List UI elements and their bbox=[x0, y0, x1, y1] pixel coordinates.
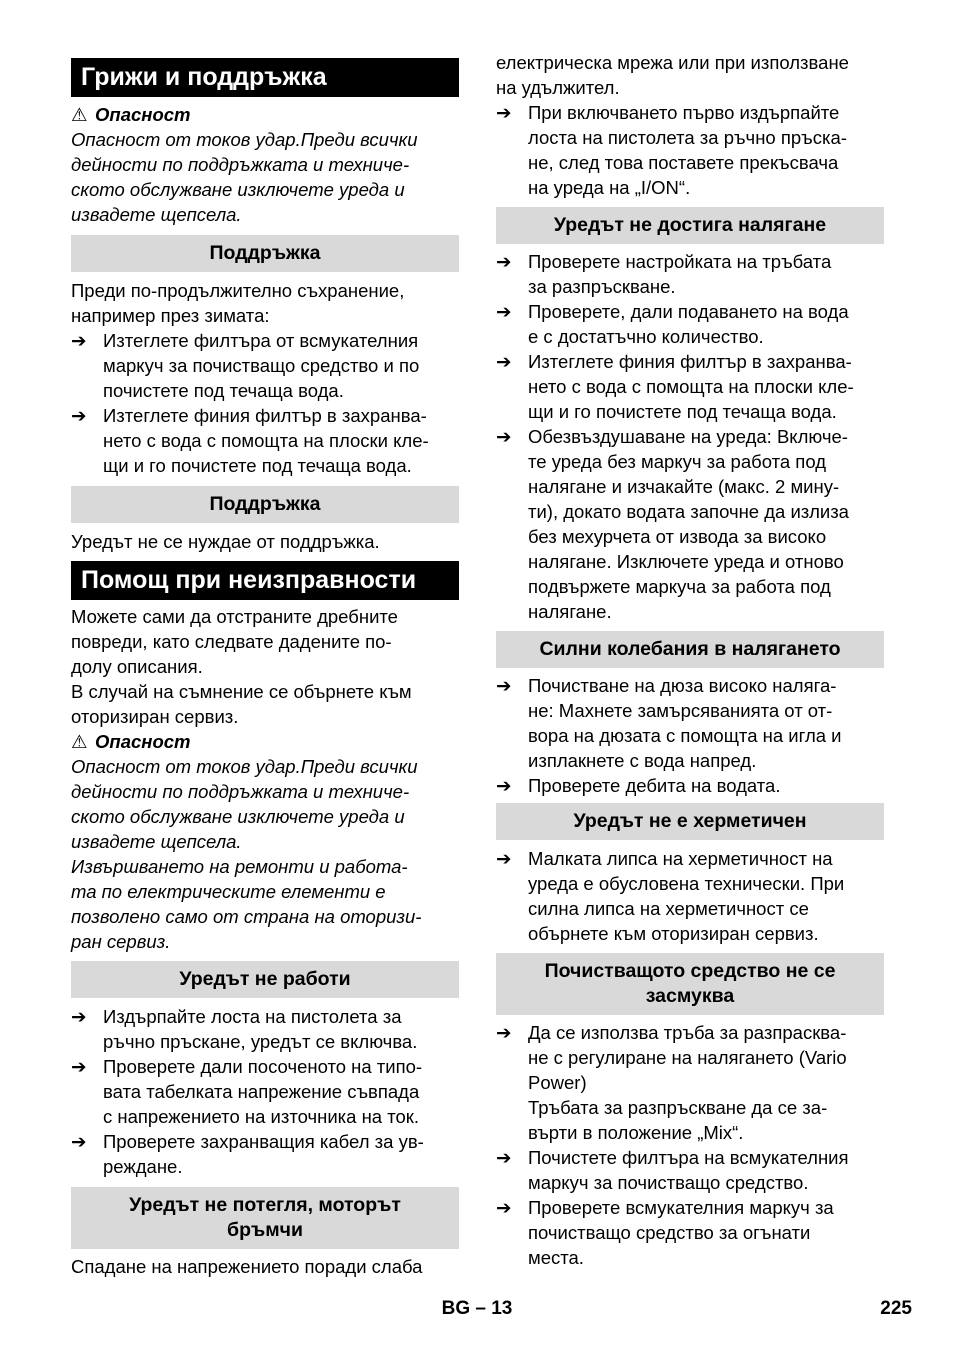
arrow-right-icon: ➔ bbox=[496, 775, 512, 796]
list-item bbox=[496, 299, 884, 349]
subsection-title-maintenance-2: Поддръжка bbox=[71, 486, 459, 523]
text-line: Малката липса на херметичност на bbox=[528, 848, 833, 869]
list-item bbox=[496, 100, 884, 200]
text-line: Проверете, дали подаването на вода bbox=[528, 301, 849, 322]
text-line: налягане и изчакайте (макс. 2 мину- bbox=[528, 476, 840, 497]
text-line: щи и го почистете под течаща вода. bbox=[528, 401, 837, 422]
text-line: дейности по поддръжката и техниче- bbox=[71, 154, 410, 175]
list-item bbox=[496, 846, 884, 946]
title-line: засмуква bbox=[645, 985, 735, 1007]
text-line: ръчно пръскане, уредът се включва. bbox=[103, 1031, 418, 1052]
text-line: върти в положение „Mix“. bbox=[528, 1122, 744, 1143]
text-line: ти), докато водата започне да излиза bbox=[528, 501, 849, 522]
text-line: силна липса на херметичност се bbox=[528, 898, 809, 919]
left-column bbox=[71, 50, 459, 1279]
text-line: Изтеглете филтъра от всмукателния bbox=[103, 330, 419, 351]
right-column bbox=[496, 50, 884, 1270]
text-line: вата табелката напрежение съвпада bbox=[103, 1081, 420, 1102]
text-line: Изтеглете финия филтър в захранва- bbox=[528, 351, 852, 372]
text-line: Извършването на ремонти и работа- bbox=[71, 856, 408, 877]
text-line: Преди по-продължително съхранение, bbox=[71, 280, 405, 301]
text-line: оторизиран сервиз. bbox=[71, 706, 239, 727]
text-line: извадете щепсела. bbox=[71, 204, 242, 225]
text-line: ран сервиз. bbox=[71, 931, 171, 952]
subsection-title-maintenance: Поддръжка bbox=[71, 235, 459, 272]
text-line: например през зимата: bbox=[71, 305, 270, 326]
text-line: почистете под течаща вода. bbox=[103, 380, 344, 401]
text-line: не: Махнете замърсяванията от от- bbox=[528, 700, 833, 721]
page-number: 225 bbox=[880, 1298, 912, 1319]
text-line: не с регулиране на налягането (Vario bbox=[528, 1047, 847, 1068]
text-line: подвържете маркуча за работа под bbox=[528, 576, 831, 597]
text-line: Power) bbox=[528, 1072, 587, 1093]
section-title-care: Грижи и поддръжка bbox=[71, 58, 459, 97]
text-line: долу описания. bbox=[71, 656, 203, 677]
arrow-right-icon: ➔ bbox=[496, 351, 512, 372]
text-line: реждане. bbox=[103, 1156, 183, 1177]
title-line: Почистващото средство не се bbox=[544, 960, 836, 982]
text-line: уреда е обусловена технически. При bbox=[528, 873, 845, 894]
arrow-right-icon: ➔ bbox=[71, 1056, 87, 1077]
arrow-right-icon: ➔ bbox=[496, 301, 512, 322]
text-line: с напрежението на източника на ток. bbox=[103, 1106, 420, 1127]
subsection-title-leaking: Уредът не е херметичен bbox=[496, 803, 884, 840]
subsection-title-no-pressure: Уредът не достига налягане bbox=[496, 207, 884, 244]
warning-triangle-icon: ⚠ bbox=[71, 104, 88, 125]
text-line: Опасност от токов удар.Преди всички bbox=[71, 756, 418, 777]
section-title-troubleshooting: Помощ при неизправности bbox=[71, 561, 459, 600]
troubleshooting-intro bbox=[71, 604, 459, 729]
danger-heading bbox=[71, 102, 459, 127]
text-line: на удължител. bbox=[496, 77, 620, 98]
motor-hums-text: Спадане на напрежението поради слаба bbox=[71, 1256, 423, 1277]
text-line: нето с вода с помощта на плоски кле- bbox=[103, 430, 429, 451]
text-line: дейности по поддръжката и техниче- bbox=[71, 781, 410, 802]
text-line: не, след това поставете прекъсвача bbox=[528, 152, 839, 173]
subsection-title-fluctuations: Силни колебания в налягането bbox=[496, 631, 884, 668]
text-line: маркуч за почистващо средство и по bbox=[103, 355, 420, 376]
arrow-right-icon: ➔ bbox=[496, 251, 512, 272]
text-line: Проверете всмукателния маркуч за bbox=[528, 1197, 834, 1218]
motor-hums-continued bbox=[496, 50, 884, 100]
list-item bbox=[496, 773, 884, 798]
danger-text-2 bbox=[71, 754, 459, 954]
text-line: Почистване на дюза високо наляга- bbox=[528, 675, 837, 696]
text-line: Издърпайте лоста на пистолета за bbox=[103, 1006, 402, 1027]
maintenance-text: Уредът не се нуждае от поддръжка. bbox=[71, 531, 380, 552]
text-line: Почистете филтъра на всмукателния bbox=[528, 1147, 849, 1168]
text-line: почистващо средство за огънати bbox=[528, 1222, 811, 1243]
text-line: Проверете дали посоченото на типо- bbox=[103, 1056, 423, 1077]
text-line: вора на дюзата с помощта на игла и bbox=[528, 725, 842, 746]
arrow-right-icon: ➔ bbox=[496, 1147, 512, 1168]
danger-heading-2 bbox=[71, 729, 459, 754]
text-line: маркуч за почистващо средство. bbox=[528, 1172, 809, 1193]
text-line: лоста на пистолета за ръчно пръска- bbox=[528, 127, 847, 148]
list-item bbox=[71, 1054, 459, 1129]
title-line: Уредът не потегля, моторът bbox=[129, 1194, 401, 1216]
text-line: Проверете дебита на водата. bbox=[528, 775, 781, 796]
subsection-title-detergent bbox=[496, 953, 884, 1015]
text-line: налягане. Изключете уреда и отново bbox=[528, 551, 844, 572]
text-line: нето с вода с помощта на плоски кле- bbox=[528, 376, 854, 397]
arrow-right-icon: ➔ bbox=[71, 330, 87, 351]
arrow-right-icon: ➔ bbox=[71, 405, 87, 426]
text-line: Можете сами да отстраните дребните bbox=[71, 606, 398, 627]
arrow-right-icon: ➔ bbox=[71, 1131, 87, 1152]
text-line: обърнете към оторизиран сервиз. bbox=[528, 923, 819, 944]
text-line: ското обслужване изключете уреда и bbox=[71, 179, 405, 200]
text-line: При включването първо издърпайте bbox=[528, 102, 840, 123]
text-line: налягане. bbox=[528, 601, 612, 622]
text-line: ското обслужване изключете уреда и bbox=[71, 806, 405, 827]
text-line: Тръбата за разпръскване да се за- bbox=[528, 1097, 828, 1118]
text-line: В случай на съмнение се обърнете към bbox=[71, 681, 412, 702]
text-line: електрическа мрежа или при използване bbox=[496, 52, 849, 73]
text-line: Проверете настройката на тръбата bbox=[528, 251, 832, 272]
maintenance-intro bbox=[71, 278, 459, 328]
subsection-title-not-working: Уредът не работи bbox=[71, 961, 459, 998]
list-item bbox=[71, 328, 459, 403]
title-line: бръмчи bbox=[227, 1219, 303, 1241]
danger-text bbox=[71, 127, 459, 227]
text-line: повреди, като следвате дадените по- bbox=[71, 631, 392, 652]
list-item bbox=[496, 1145, 884, 1195]
arrow-right-icon: ➔ bbox=[496, 1022, 512, 1043]
arrow-right-icon: ➔ bbox=[496, 675, 512, 696]
arrow-right-icon: ➔ bbox=[71, 1006, 87, 1027]
text-line: е с достатъчно количество. bbox=[528, 326, 764, 347]
list-item bbox=[496, 1195, 884, 1270]
text-line: Обезвъздушаване на уреда: Включе- bbox=[528, 426, 848, 447]
text-line: Изтеглете финия филтър в захранва- bbox=[103, 405, 427, 426]
text-line: Опасност от токов удар.Преди всички bbox=[71, 129, 418, 150]
text-line: на уреда на „I/ON“. bbox=[528, 177, 691, 198]
text-line: позволено само от страна на оторизи- bbox=[71, 906, 422, 927]
text-line: Проверете захранващия кабел за ув- bbox=[103, 1131, 424, 1152]
footer-section-label: BG – 13 bbox=[441, 1298, 513, 1319]
list-item bbox=[71, 1129, 459, 1179]
list-item bbox=[496, 349, 884, 424]
text-line: извадете щепсела. bbox=[71, 831, 242, 852]
list-item bbox=[496, 673, 884, 773]
text-line: изплакнете с вода напред. bbox=[528, 750, 757, 771]
text-line: те уреда без маркуч за работа под bbox=[528, 451, 827, 472]
arrow-right-icon: ➔ bbox=[496, 1197, 512, 1218]
list-item bbox=[496, 424, 884, 624]
warning-triangle-icon: ⚠ bbox=[71, 731, 88, 752]
subsection-title-motor-hums bbox=[71, 1187, 459, 1249]
list-item bbox=[496, 1020, 884, 1145]
arrow-right-icon: ➔ bbox=[496, 848, 512, 869]
list-item bbox=[496, 249, 884, 299]
text-line: за разпръскване. bbox=[528, 276, 676, 297]
arrow-right-icon: ➔ bbox=[496, 426, 512, 447]
text-line: места. bbox=[528, 1247, 584, 1268]
text-line: без мехурчета от извода за високо bbox=[528, 526, 827, 547]
list-item bbox=[71, 1004, 459, 1054]
text-line: Да се използва тръба за разпрасква- bbox=[528, 1022, 847, 1043]
list-item bbox=[71, 403, 459, 478]
danger-label: Опасност bbox=[95, 731, 191, 752]
text-line: щи и го почистете под течаща вода. bbox=[103, 455, 412, 476]
danger-label: Опасност bbox=[95, 104, 191, 125]
arrow-right-icon: ➔ bbox=[496, 102, 512, 123]
text-line: та по електрическите елементи е bbox=[71, 881, 386, 902]
